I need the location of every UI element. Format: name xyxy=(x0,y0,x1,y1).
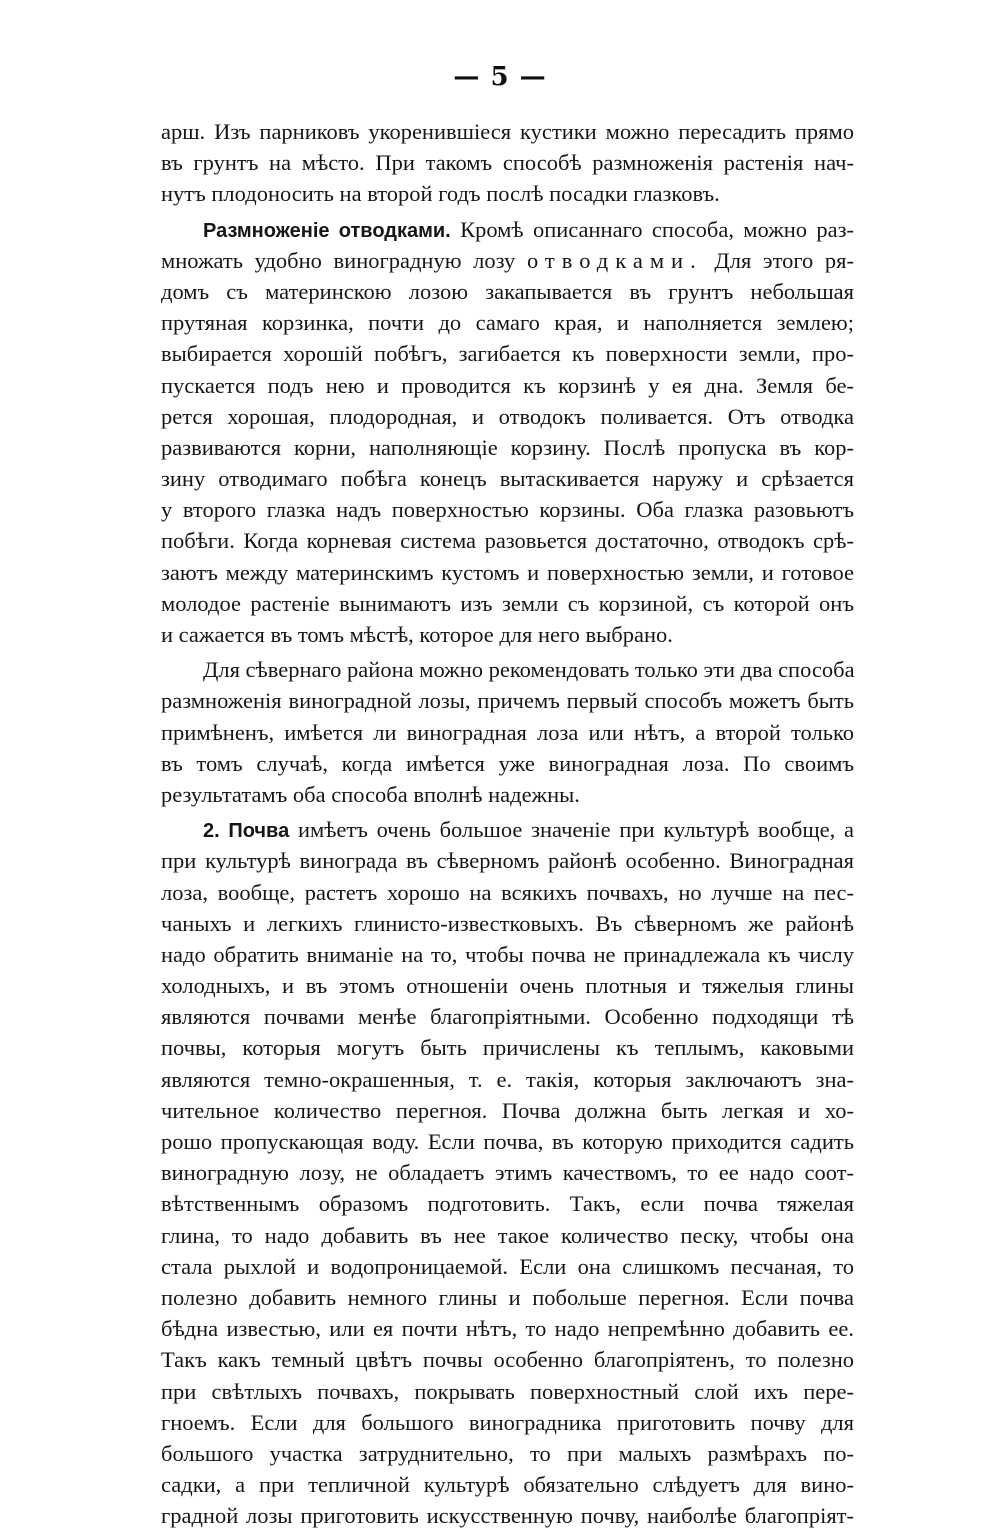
text-line xyxy=(161,814,854,845)
text-line: большого участка затруднительно, то при малыхъ размѣрахъ по- xyxy=(161,1440,854,1466)
paragraph-1 xyxy=(161,116,854,210)
page-number: — 5 — xyxy=(453,62,547,92)
text-line: выбирается хорошій побѣгъ, загибается къ поверхности земли, про- xyxy=(161,341,854,367)
text-line: и сажается въ томъ мѣстѣ, которое для него выбрано. xyxy=(161,622,673,647)
text-line: почвы, которыя могутъ быть причислены къ теплымъ, каковыми xyxy=(161,1035,854,1061)
text-line: въ грунтъ на мѣсто. При такомъ способѣ размноженія растенія нач- xyxy=(161,150,854,176)
text-line: виноградную лозу, не обладаетъ этимъ качествомъ, то ее надо соот- xyxy=(161,1160,854,1186)
text-line: арш. Изъ парниковъ укоренившіеся кустики можно пересадить прямо xyxy=(161,119,854,144)
text-line: нутъ плодоносить на второй годъ послѣ посадки глазковъ. xyxy=(161,181,720,207)
paragraph-3 xyxy=(161,654,854,810)
section-heading-soil: 2. Почва xyxy=(203,820,290,843)
text-run: имѣетъ очень большое значеніе при культурѣ вообще, а xyxy=(297,817,854,843)
text-line: пускается подъ нею и проводится къ корзинѣ у ея дна. Земля бе- xyxy=(161,372,854,398)
text-line: при культурѣ винограда въ сѣверномъ районѣ особенно. Виноградная xyxy=(161,848,854,874)
text-line: домъ съ материнскою лозою закапывается въ грунтъ небольшая xyxy=(161,278,854,304)
text-line: рется хорошая, плодородная, и отводокъ поливается. Отъ отводка xyxy=(161,403,854,429)
text-line: въ томъ случаѣ, когда имѣется уже виноградная лоза. По своимъ xyxy=(161,750,854,776)
text-line: полезно добавить немного глины и побольше перегноя. Если почва xyxy=(161,1284,854,1310)
text-line: чительное количество перегноя. Почва должна быть легкая и хо- xyxy=(161,1097,854,1123)
text-line: надо обратить вниманіе на то, чтобы почва не принадлежала къ числу xyxy=(161,941,854,967)
text-line: стала рыхлой и водопроницаемой. Если она слишкомъ песчаная, то xyxy=(161,1253,854,1279)
text-line: побѣги. Когда корневая система разовьется достаточно, отводокъ срѣ- xyxy=(161,528,854,554)
text-line: зину отводимаго побѣга конецъ вытаскивается наружу и срѣзается xyxy=(161,466,854,492)
text-line: являются темно-окрашенныя, т. е. такія, которыя заключаютъ зна- xyxy=(161,1066,854,1092)
text-line: глина, то надо добавить въ нее такое количество песку, чтобы она xyxy=(161,1222,854,1248)
text-line: вѣтственнымъ образомъ подготовить. Такъ, если почва тяжелая xyxy=(161,1191,854,1217)
section-heading-layering: Размноженіе отводками. xyxy=(203,219,451,242)
emphasized-term: отводками. xyxy=(526,247,703,273)
text-line: у второго глазка надъ поверхностью корзины. Оба глазка разовьютъ xyxy=(161,497,854,523)
text-line: садки, а при тепличной культурѣ обязательно слѣдуетъ для вино- xyxy=(161,1472,854,1498)
text-line xyxy=(161,214,854,245)
text-line: молодое растеніе вынимаютъ изъ земли съ корзиной, съ которой онъ xyxy=(161,590,854,616)
text-line: являются почвами менѣе благопріятными. Особенно подходящи тѣ xyxy=(161,1004,854,1030)
page-body xyxy=(161,116,854,1531)
paragraph-4 xyxy=(161,814,854,1531)
text-line: чаныхъ и легкихъ глинисто-известковыхъ. Въ сѣверномъ же районѣ xyxy=(161,910,854,936)
text-line: лоза, вообще, растетъ хорошо на всякихъ почвахъ, но лучше на пес- xyxy=(161,879,854,905)
text-line: Для сѣвернаго района можно рекомендовать только эти два способа xyxy=(203,657,855,683)
text-line: прутяная корзинка, почти до самаго края, и наполняется землею; xyxy=(161,310,854,336)
text-line xyxy=(161,245,854,276)
text-line: размноженія виноградной лозы, причемъ первый способъ можетъ быть xyxy=(161,688,854,714)
paragraph-2 xyxy=(161,214,854,651)
text-line: примѣненъ, имѣется ли виноградная лоза или нѣтъ, а второй только xyxy=(161,719,854,745)
text-line: Такъ какъ темный цвѣтъ почвы особенно благопріятенъ, то полезно xyxy=(161,1347,854,1373)
text-line: бѣдна известью, или ея почти нѣтъ, то надо непремѣнно добавить ее. xyxy=(161,1316,854,1342)
text-run: Кромѣ описаннаго способа, можно раз- xyxy=(460,216,854,242)
text-line: результатамъ оба способа вполнѣ надежны. xyxy=(161,781,580,807)
text-run: множать удобно виноградную лозу xyxy=(161,247,516,273)
text-line: гноемъ. Если для большого виноградника приготовить почву для xyxy=(161,1409,854,1435)
text-line: заютъ между материнскимъ кустомъ и поверхностью земли, и готовое xyxy=(161,559,854,585)
text-line: холодныхъ, и въ этомъ отношеніи очень плотныя и тяжелыя глины xyxy=(161,973,854,999)
text-run: Для этого ря- xyxy=(714,247,855,273)
text-line: градной лозы приготовить искусственную почву, наиболѣе благопріят- xyxy=(161,1503,854,1529)
text-line: при свѣтлыхъ почвахъ, покрывать поверхностный слой ихъ пере- xyxy=(161,1378,854,1404)
text-line: развиваются корни, наполняющіе корзину. Послѣ пропуска въ кор- xyxy=(161,434,854,460)
text-line: рошо пропускающая воду. Если почва, въ которую приходится садить xyxy=(161,1129,854,1154)
